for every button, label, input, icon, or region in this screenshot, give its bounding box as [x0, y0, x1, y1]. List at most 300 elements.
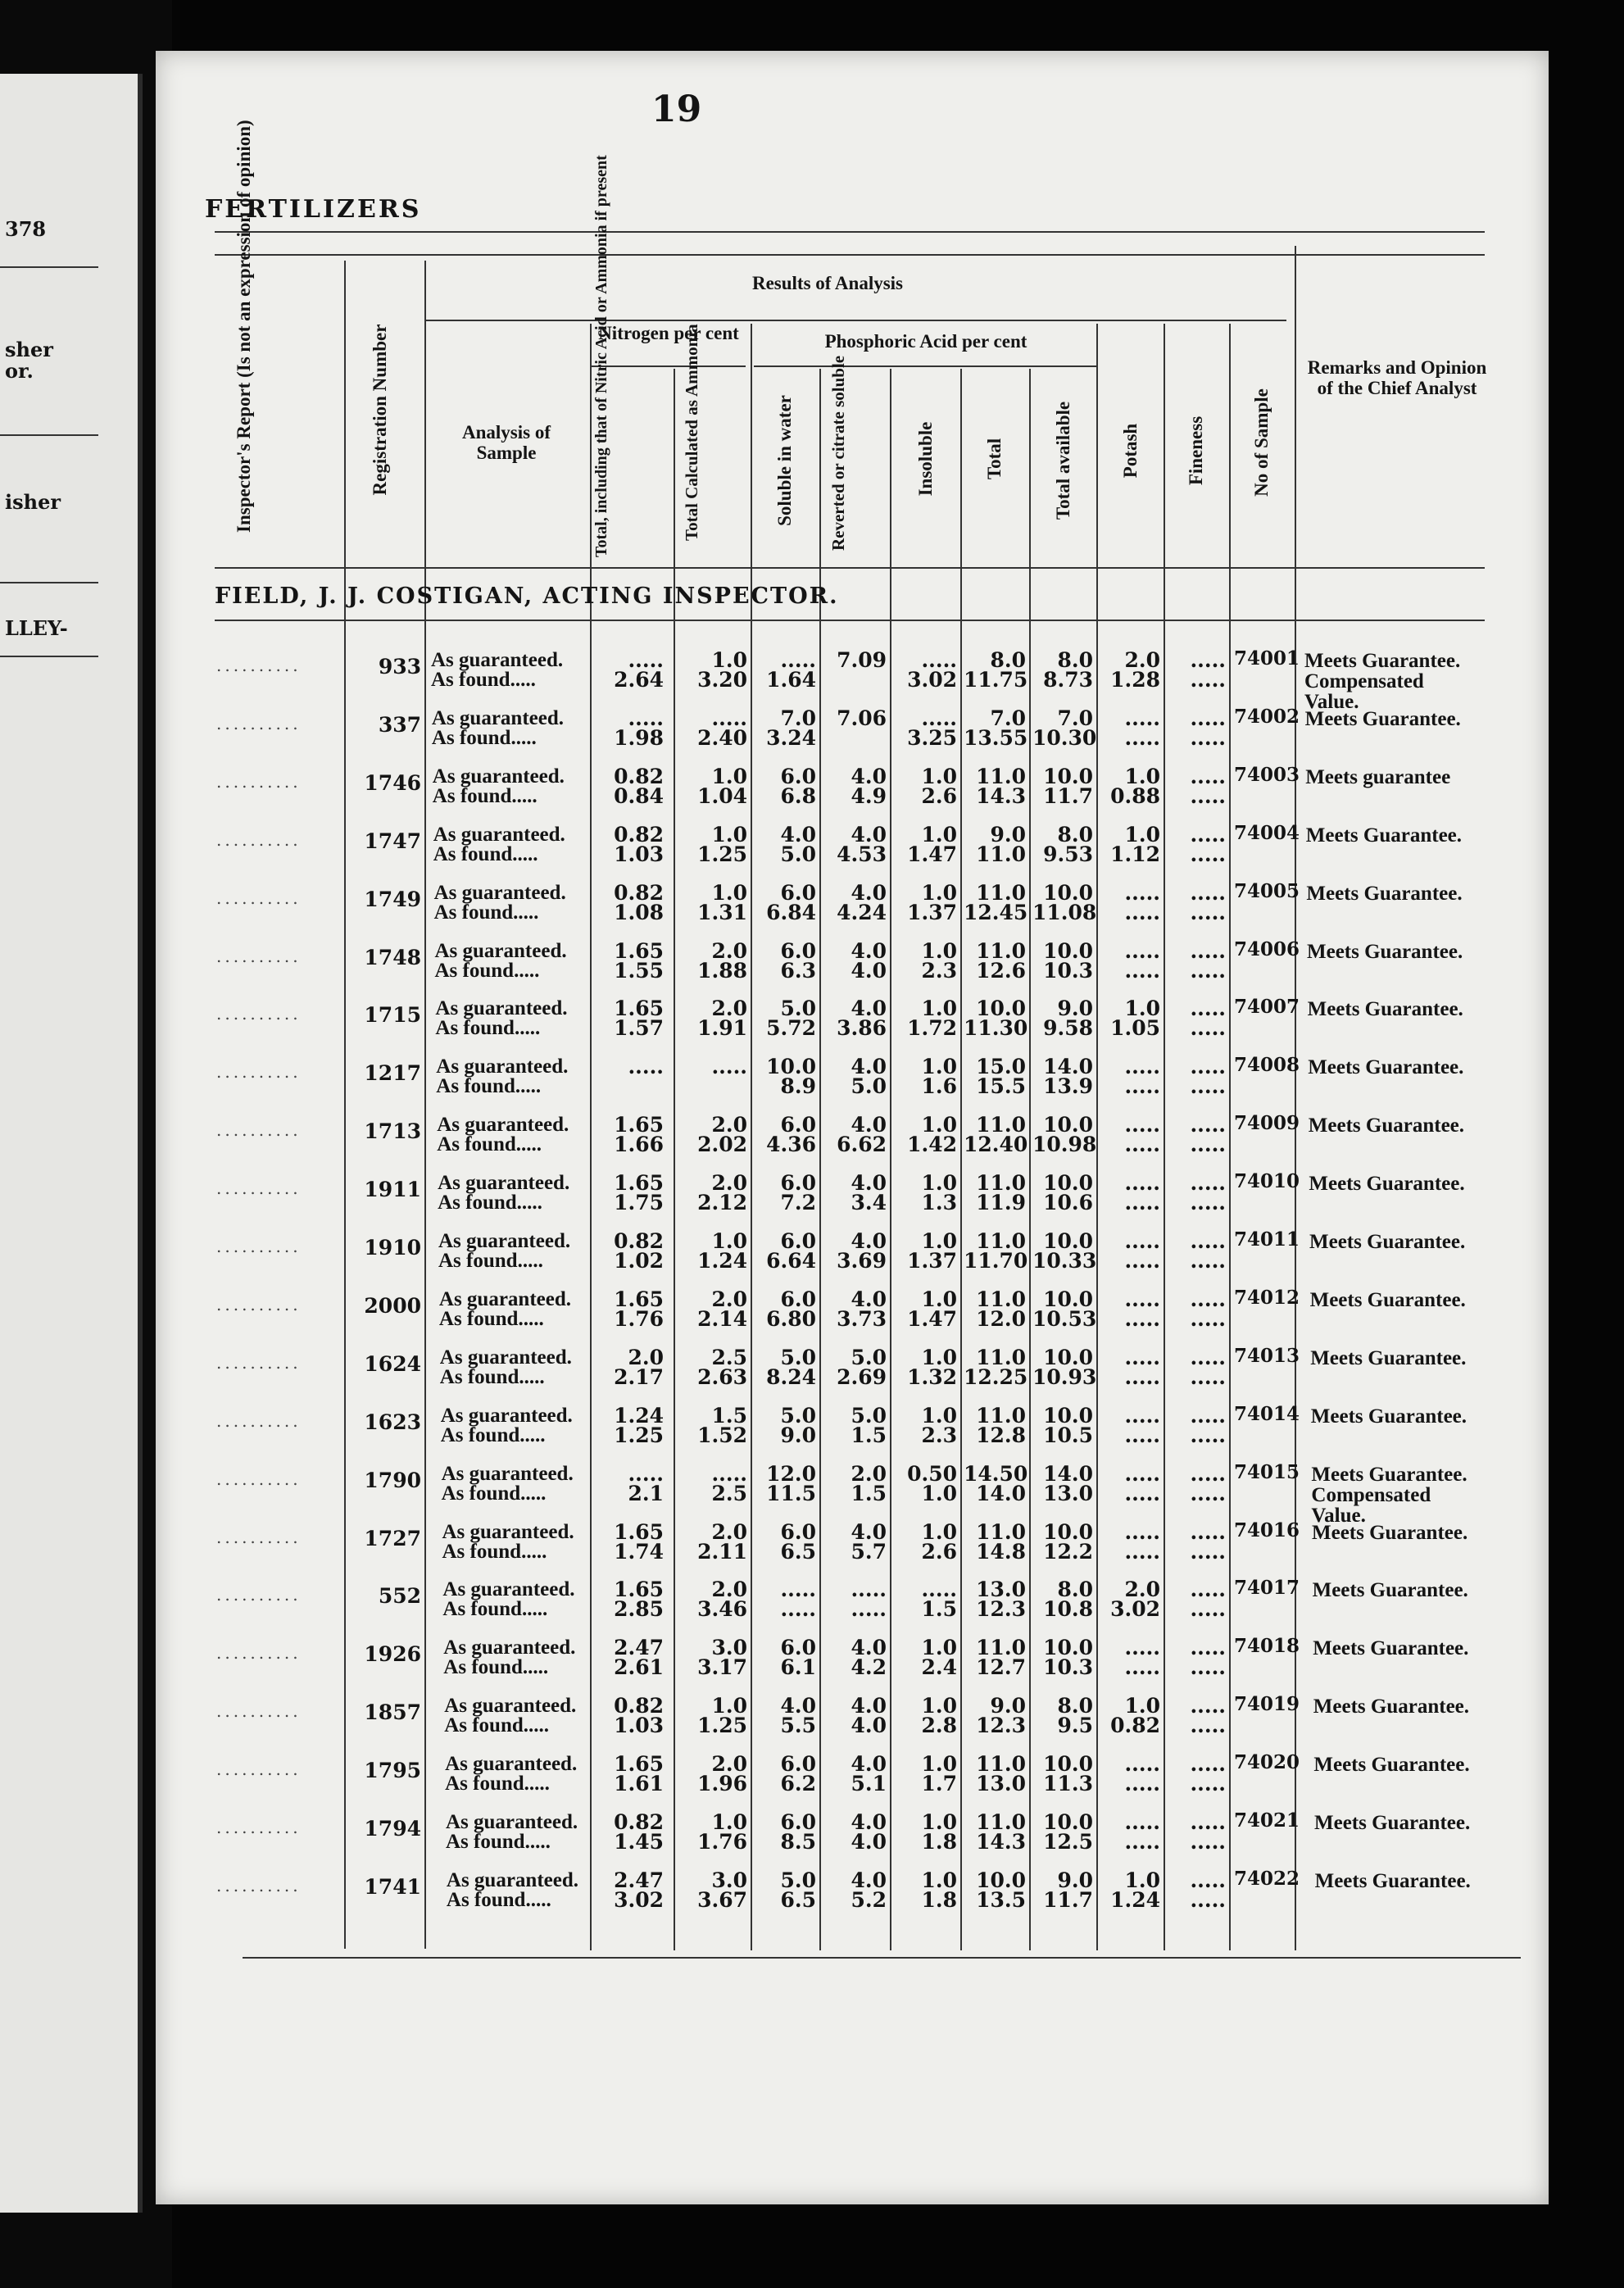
- value-found: 12.3: [976, 1597, 1026, 1622]
- value-guaranteed: 1.0: [921, 880, 957, 905]
- sample-number: 74019: [1233, 1693, 1300, 1716]
- value-guaranteed: 1.0: [921, 1113, 957, 1137]
- value-guaranteed: 14.0: [1043, 1461, 1093, 1486]
- sample-number: 74016: [1233, 1519, 1300, 1541]
- inspector-report-dots: ..........: [216, 656, 302, 675]
- value-guaranteed: .....: [1190, 706, 1226, 730]
- value-found: 4.53: [837, 842, 887, 866]
- registration-number: 1795: [364, 1759, 421, 1783]
- value-guaranteed: 10.0: [1043, 1752, 1093, 1777]
- analysis-guaranteed: As guaranteed.: [437, 1114, 569, 1137]
- inspector-report-dots: ..........: [216, 1527, 302, 1547]
- value-guaranteed: 1.0: [711, 648, 747, 672]
- value-found: .....: [1190, 1714, 1226, 1738]
- value-guaranteed: 10.0: [1043, 1113, 1093, 1137]
- sample-number: 74011: [1233, 1228, 1300, 1251]
- value-found: 1.47: [907, 1306, 957, 1331]
- value-found: .....: [1124, 1249, 1160, 1273]
- analyst-remark: Meets Guarantee. Compensated Value.: [1304, 650, 1461, 713]
- value-found: 1.8: [921, 1887, 957, 1912]
- value-guaranteed: 11.0: [976, 938, 1026, 963]
- value-guaranteed: 4.0: [851, 1810, 887, 1834]
- value-guaranteed: 13.0: [976, 1578, 1026, 1602]
- value-guaranteed: 1.0: [1124, 822, 1160, 847]
- table-row: [0, 938, 1624, 996]
- value-found: .....: [1190, 1249, 1226, 1273]
- analysis-guaranteed: As guaranteed.: [438, 1230, 571, 1252]
- value-found: 7.2: [780, 1191, 816, 1215]
- value-guaranteed: 1.65: [614, 938, 664, 963]
- value-guaranteed: 10.0: [1043, 938, 1093, 963]
- value-found: 1.75: [614, 1191, 664, 1215]
- value-found: .....: [1190, 783, 1226, 808]
- analysis-found: As found.....: [434, 959, 540, 982]
- header-phosphoric-acid: Phosphoric Acid per cent: [824, 331, 1027, 352]
- value-guaranteed: .....: [1124, 1636, 1160, 1660]
- value-guaranteed: 4.0: [780, 822, 816, 847]
- value-found: 11.08: [1032, 900, 1097, 924]
- analyst-remark: Meets Guarantee.: [1313, 1696, 1470, 1718]
- phosphoric-rule: [754, 365, 1098, 367]
- table-row: [0, 706, 1624, 763]
- value-guaranteed: 10.0: [1043, 1403, 1093, 1428]
- value-guaranteed: 9.0: [990, 1694, 1026, 1718]
- value-guaranteed: 8.0: [1057, 822, 1093, 847]
- value-guaranteed: .....: [711, 1461, 747, 1486]
- value-guaranteed: 5.0: [780, 1345, 816, 1369]
- value-found: 1.12: [1110, 842, 1160, 866]
- value-found: 2.6: [921, 783, 957, 808]
- value-guaranteed: 6.0: [780, 1113, 816, 1137]
- analysis-guaranteed: As guaranteed.: [432, 765, 565, 788]
- left-page-fragment: 378: [5, 217, 47, 241]
- value-guaranteed: 6.0: [780, 1171, 816, 1196]
- value-guaranteed: 4.0: [851, 1229, 887, 1253]
- value-found: 10.33: [1032, 1249, 1097, 1273]
- value-guaranteed: .....: [1190, 1287, 1226, 1311]
- analysis-found: As found.....: [437, 1133, 542, 1156]
- value-guaranteed: 0.82: [614, 1810, 664, 1834]
- value-guaranteed: 6.0: [780, 1287, 816, 1311]
- value-found: 1.24: [1110, 1887, 1160, 1912]
- sample-number: 74013: [1233, 1344, 1300, 1367]
- value-guaranteed: .....: [1124, 1287, 1160, 1311]
- value-found: 1.03: [614, 1714, 664, 1738]
- value-guaranteed: 14.50: [964, 1461, 1028, 1486]
- value-found: 1.5: [921, 1597, 957, 1622]
- analyst-remark: Meets Guarantee.: [1304, 707, 1461, 730]
- value-guaranteed: .....: [1124, 1113, 1160, 1137]
- inspector-report-dots: ..........: [216, 1294, 302, 1314]
- value-found: 6.62: [837, 1133, 887, 1157]
- value-guaranteed: 10.0: [1043, 1636, 1093, 1660]
- value-found: .....: [1190, 1364, 1226, 1389]
- value-guaranteed: 1.0: [921, 1868, 957, 1892]
- registration-number: 2000: [364, 1293, 421, 1318]
- value-found: 6.64: [766, 1249, 816, 1273]
- value-guaranteed: 2.0: [711, 1752, 747, 1777]
- value-guaranteed: 12.0: [766, 1461, 816, 1486]
- sample-number: 74008: [1233, 1054, 1300, 1077]
- value-found: 11.7: [1043, 1887, 1093, 1912]
- value-found: 1.57: [614, 1016, 664, 1041]
- value-found: 1.8: [921, 1830, 957, 1854]
- value-guaranteed: .....: [1190, 1636, 1226, 1660]
- value-found: 2.85: [614, 1597, 664, 1622]
- analysis-found: As found.....: [435, 1017, 541, 1040]
- value-guaranteed: 10.0: [1043, 1810, 1093, 1834]
- analysis-guaranteed: As guaranteed.: [442, 1520, 574, 1543]
- registration-number: 1217: [364, 1061, 421, 1086]
- value-guaranteed: .....: [1190, 1868, 1226, 1892]
- value-found: .....: [780, 1597, 816, 1622]
- value-found: .....: [1190, 1772, 1226, 1796]
- value-guaranteed: 11.0: [976, 764, 1026, 788]
- analyst-remark: Meets guarantee: [1305, 765, 1451, 788]
- value-found: 1.61: [614, 1772, 664, 1796]
- value-guaranteed: 1.0: [711, 880, 747, 905]
- value-guaranteed: .....: [1190, 1055, 1226, 1079]
- value-guaranteed: 4.0: [851, 1055, 887, 1079]
- left-page-rule: [0, 582, 98, 583]
- analysis-found: As found.....: [440, 1423, 546, 1446]
- value-guaranteed: .....: [1124, 1519, 1160, 1544]
- value-found: 6.2: [780, 1772, 816, 1796]
- value-found: .....: [1190, 842, 1226, 866]
- value-guaranteed: 10.0: [766, 1055, 816, 1079]
- value-guaranteed: 6.0: [780, 938, 816, 963]
- value-guaranteed: 2.0: [1124, 648, 1160, 672]
- value-guaranteed: 1.0: [921, 938, 957, 963]
- analysis-guaranteed: As guaranteed.: [433, 881, 566, 904]
- value-guaranteed: .....: [1124, 880, 1160, 905]
- table-row: [0, 1112, 1624, 1169]
- value-guaranteed: .....: [1124, 1752, 1160, 1777]
- value-guaranteed: .....: [1124, 1461, 1160, 1486]
- registration-number: 1741: [364, 1874, 421, 1899]
- value-found: .....: [1190, 668, 1226, 692]
- analysis-found: As found.....: [442, 1598, 548, 1621]
- inspector-report-dots: ..........: [216, 1410, 302, 1431]
- value-guaranteed: 10.0: [1043, 880, 1093, 905]
- value-found: 3.25: [907, 725, 957, 750]
- value-guaranteed: .....: [1190, 1171, 1226, 1196]
- value-found: 11.30: [964, 1016, 1028, 1041]
- value-guaranteed: 6.0: [780, 1229, 816, 1253]
- results-rule: [426, 320, 1286, 321]
- inspector-report-dots: ..........: [216, 1352, 302, 1373]
- value-guaranteed: .....: [628, 1461, 664, 1486]
- analyst-remark: Meets Guarantee.: [1314, 1812, 1471, 1834]
- value-guaranteed: 9.0: [1057, 996, 1093, 1021]
- header-no-of-sample: No of Sample: [1251, 388, 1272, 497]
- value-found: 4.9: [851, 783, 887, 808]
- value-guaranteed: 2.0: [711, 996, 747, 1021]
- sample-number: 74012: [1233, 1286, 1300, 1309]
- value-guaranteed: 0.82: [614, 764, 664, 788]
- value-found: 2.3: [921, 1423, 957, 1447]
- registration-number: 1926: [364, 1642, 421, 1667]
- value-guaranteed: 4.0: [851, 1636, 887, 1660]
- value-found: 1.88: [697, 958, 747, 983]
- value-found: 11.7: [1043, 783, 1093, 808]
- value-found: 1.45: [614, 1830, 664, 1854]
- header-insoluble: Insoluble: [915, 421, 936, 497]
- value-guaranteed: .....: [1124, 1055, 1160, 1079]
- value-found: 10.8: [1043, 1597, 1093, 1622]
- value-found: 11.0: [976, 842, 1026, 866]
- analysis-found: As found.....: [445, 1773, 550, 1795]
- value-guaranteed: 1.0: [1124, 996, 1160, 1021]
- table-row: [0, 1577, 1624, 1634]
- value-guaranteed: .....: [780, 1578, 816, 1602]
- analyst-remark: Meets Guarantee.: [1310, 1405, 1467, 1428]
- value-guaranteed: 11.0: [976, 1810, 1026, 1834]
- value-guaranteed: 1.65: [614, 1578, 664, 1602]
- inspector-heading: FIELD, J. J. COSTIGAN, ACTING INSPECTOR.: [215, 583, 839, 609]
- value-found: 1.6: [921, 1074, 957, 1099]
- registration-number: 1857: [364, 1700, 421, 1725]
- value-guaranteed: 7.0: [1057, 706, 1093, 730]
- sample-number: 74004: [1233, 821, 1300, 844]
- inspector-report-dots: ..........: [216, 1004, 302, 1024]
- value-found: 6.80: [766, 1306, 816, 1331]
- sample-number: 74010: [1233, 1170, 1300, 1193]
- value-found: 4.0: [851, 1830, 887, 1854]
- analyst-remark: Meets Guarantee.: [1306, 882, 1463, 905]
- value-guaranteed: .....: [851, 1578, 887, 1602]
- value-guaranteed: .....: [1190, 1578, 1226, 1602]
- inspector-report-dots: ..........: [216, 946, 302, 966]
- value-found: 14.3: [976, 783, 1026, 808]
- value-found: 9.5: [1057, 1714, 1093, 1738]
- analysis-found: As found.....: [444, 1714, 550, 1737]
- value-guaranteed: 0.82: [614, 880, 664, 905]
- value-found: 9.53: [1043, 842, 1093, 866]
- analysis-found: As found.....: [443, 1656, 549, 1679]
- analysis-guaranteed: As guaranteed.: [435, 997, 568, 1020]
- value-guaranteed: 1.0: [921, 1287, 957, 1311]
- sample-number: 74006: [1233, 937, 1300, 960]
- value-found: 1.96: [697, 1772, 747, 1796]
- analysis-guaranteed: As guaranteed.: [434, 939, 567, 962]
- registration-number: 1713: [364, 1119, 421, 1144]
- value-found: .....: [1190, 1306, 1226, 1331]
- analysis-found: As found.....: [446, 1831, 551, 1853]
- value-found: .....: [1190, 1481, 1226, 1505]
- inspector-report-dots: ..........: [216, 1701, 302, 1722]
- value-guaranteed: 1.0: [921, 822, 957, 847]
- value-guaranteed: 1.65: [614, 1519, 664, 1544]
- header-registration-number: Registration Number: [370, 324, 390, 496]
- value-guaranteed: 14.0: [1043, 1055, 1093, 1079]
- value-guaranteed: .....: [628, 1055, 664, 1079]
- registration-number: 1715: [364, 1003, 421, 1028]
- value-found: 3.02: [907, 668, 957, 692]
- value-found: 1.52: [697, 1423, 747, 1447]
- value-found: 8.24: [766, 1364, 816, 1389]
- inspector-report-dots: ..........: [216, 1237, 302, 1256]
- value-guaranteed: .....: [628, 706, 664, 730]
- value-found: 1.5: [851, 1481, 887, 1505]
- sample-number: 74017: [1233, 1577, 1300, 1600]
- value-guaranteed: 6.0: [780, 880, 816, 905]
- value-found: 3.17: [697, 1655, 747, 1680]
- value-guaranteed: 6.0: [780, 1636, 816, 1660]
- value-found: 1.64: [766, 668, 816, 692]
- value-guaranteed: 5.0: [780, 996, 816, 1021]
- value-found: 12.25: [964, 1364, 1028, 1389]
- value-found: 2.40: [697, 725, 747, 750]
- value-guaranteed: .....: [1124, 1171, 1160, 1196]
- value-guaranteed: 2.0: [628, 1345, 664, 1369]
- analyst-remark: Meets Guarantee.: [1313, 1754, 1470, 1777]
- inspector-report-dots: ..........: [216, 1643, 302, 1664]
- value-found: 1.08: [614, 900, 664, 924]
- table-row: [0, 1635, 1624, 1692]
- value-guaranteed: 1.0: [711, 764, 747, 788]
- value-found: 12.45: [964, 900, 1028, 924]
- value-guaranteed: 1.0: [711, 1810, 747, 1834]
- value-guaranteed: 9.0: [1057, 1868, 1093, 1892]
- value-found: .....: [1124, 958, 1160, 983]
- value-guaranteed: 7.09: [837, 648, 887, 672]
- analysis-found: As found.....: [438, 1250, 543, 1272]
- left-page-fragment: LLEY-: [5, 616, 68, 640]
- sample-number: 74003: [1233, 763, 1300, 786]
- value-guaranteed: 5.0: [851, 1345, 887, 1369]
- value-found: 13.55: [964, 725, 1028, 750]
- value-found: .....: [1190, 1016, 1226, 1041]
- value-found: 3.86: [837, 1016, 887, 1041]
- value-guaranteed: 10.0: [1043, 1229, 1093, 1253]
- value-found: 2.1: [628, 1481, 664, 1505]
- header-total-available: Total available: [1053, 401, 1073, 520]
- value-found: 1.31: [697, 900, 747, 924]
- value-guaranteed: 2.5: [711, 1345, 747, 1369]
- value-guaranteed: 1.0: [921, 996, 957, 1021]
- sample-number: 74014: [1233, 1402, 1300, 1425]
- value-found: 0.84: [614, 783, 664, 808]
- value-found: 1.04: [697, 783, 747, 808]
- inspector-report-dots: ..........: [216, 1120, 302, 1141]
- analysis-found: As found.....: [446, 1888, 551, 1911]
- analysis-guaranteed: As guaranteed.: [436, 1055, 569, 1078]
- value-guaranteed: .....: [1190, 648, 1226, 672]
- registration-number: 1749: [364, 887, 421, 911]
- inspector-report-dots: ..........: [216, 1759, 302, 1780]
- inspector-report-dots: ..........: [216, 1469, 302, 1489]
- value-found: 1.42: [907, 1133, 957, 1157]
- value-guaranteed: 1.0: [1124, 1694, 1160, 1718]
- value-found: 1.37: [907, 1249, 957, 1273]
- value-guaranteed: 1.0: [921, 1810, 957, 1834]
- value-found: 1.3: [921, 1191, 957, 1215]
- value-found: 10.3: [1043, 958, 1093, 983]
- value-found: 0.82: [1110, 1714, 1160, 1738]
- value-guaranteed: 6.0: [780, 1519, 816, 1544]
- value-found: 1.02: [614, 1249, 664, 1273]
- value-guaranteed: 1.0: [921, 1694, 957, 1718]
- header-reverted: Reverted or citrate soluble: [828, 355, 848, 551]
- registration-number: 1746: [364, 770, 421, 795]
- header-nitrogen-total: [593, 369, 610, 557]
- value-found: 12.2: [1043, 1539, 1093, 1564]
- header-fineness: Fineness: [1186, 415, 1206, 486]
- inspector-report-dots: ..........: [216, 1178, 302, 1199]
- value-found: 1.03: [614, 842, 664, 866]
- value-found: 1.5: [851, 1423, 887, 1447]
- value-guaranteed: .....: [1190, 938, 1226, 963]
- value-guaranteed: 2.0: [1124, 1578, 1160, 1602]
- value-found: 2.63: [697, 1364, 747, 1389]
- value-found: 6.1: [780, 1655, 816, 1680]
- value-guaranteed: 4.0: [851, 880, 887, 905]
- value-guaranteed: .....: [1124, 706, 1160, 730]
- value-found: 3.4: [851, 1191, 887, 1215]
- table-row: [0, 1460, 1624, 1527]
- value-guaranteed: 1.0: [921, 1055, 957, 1079]
- value-found: .....: [1124, 1772, 1160, 1796]
- value-guaranteed: 7.0: [990, 706, 1026, 730]
- value-found: 1.66: [614, 1133, 664, 1157]
- header-potash: Potash: [1120, 423, 1141, 479]
- inspector-report-dots: ..........: [216, 829, 302, 850]
- value-guaranteed: 1.0: [711, 822, 747, 847]
- value-found: 5.1: [851, 1772, 887, 1796]
- value-guaranteed: 2.0: [711, 1519, 747, 1544]
- value-guaranteed: 4.0: [780, 1694, 816, 1718]
- analysis-guaranteed: As guaranteed.: [431, 649, 564, 671]
- analyst-remark: Meets Guarantee.: [1305, 824, 1463, 847]
- value-found: 1.76: [614, 1306, 664, 1331]
- value-guaranteed: 6.0: [780, 764, 816, 788]
- analysis-guaranteed: As guaranteed.: [431, 706, 564, 729]
- value-guaranteed: 0.82: [614, 822, 664, 847]
- value-found: 8.73: [1043, 668, 1093, 692]
- left-page-fragment: or.: [5, 359, 34, 383]
- left-page-rule: [0, 266, 98, 268]
- value-found: 11.70: [964, 1249, 1028, 1273]
- value-guaranteed: 1.0: [921, 1403, 957, 1428]
- value-found: 11.9: [976, 1191, 1026, 1215]
- table-row: [0, 1170, 1624, 1228]
- value-guaranteed: 1.0: [1124, 1868, 1160, 1892]
- value-guaranteed: 9.0: [990, 822, 1026, 847]
- value-found: 4.0: [851, 1714, 887, 1738]
- value-guaranteed: 11.0: [976, 1345, 1026, 1369]
- value-found: 11.5: [766, 1481, 816, 1505]
- sample-number: 74001: [1233, 647, 1300, 670]
- analysis-found: As found.....: [433, 901, 539, 924]
- value-found: 3.69: [837, 1249, 887, 1273]
- table-row: [0, 1287, 1624, 1344]
- table-row: [0, 647, 1624, 713]
- value-found: .....: [1190, 958, 1226, 983]
- value-found: 1.47: [907, 842, 957, 866]
- value-found: .....: [1190, 1830, 1226, 1854]
- analysis-guaranteed: As guaranteed.: [439, 1346, 572, 1369]
- value-found: .....: [1124, 1306, 1160, 1331]
- table-row: [0, 1403, 1624, 1460]
- value-found: 5.2: [851, 1887, 887, 1912]
- value-found: .....: [1124, 1133, 1160, 1157]
- registration-number: 1624: [364, 1351, 421, 1376]
- value-guaranteed: 0.82: [614, 1229, 664, 1253]
- value-guaranteed: 1.65: [614, 1171, 664, 1196]
- value-guaranteed: 4.0: [851, 938, 887, 963]
- value-found: 12.7: [976, 1655, 1026, 1680]
